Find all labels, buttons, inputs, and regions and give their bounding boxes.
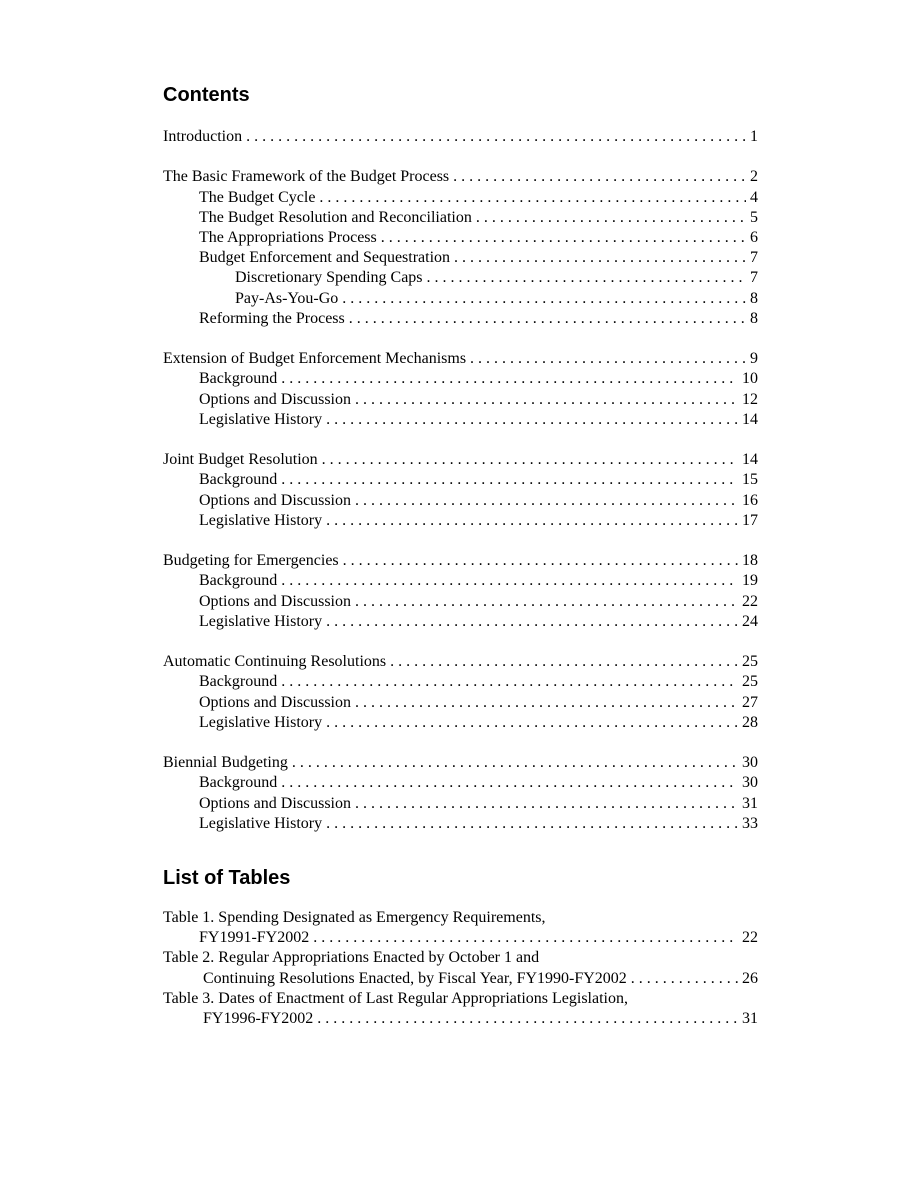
toc-entry-title: Reforming the Process xyxy=(199,309,345,327)
dot-leader xyxy=(355,592,738,612)
toc-entry-page: 1 xyxy=(750,128,758,145)
toc-group-extension xyxy=(163,349,758,430)
dot-leader xyxy=(343,551,738,571)
toc-entry[interactable] xyxy=(163,713,758,733)
dot-leader xyxy=(342,289,746,309)
toc-entry[interactable] xyxy=(163,794,758,814)
toc-group-framework xyxy=(163,167,758,329)
toc-entry-page: 24 xyxy=(742,612,758,630)
toc-entry[interactable] xyxy=(163,491,758,511)
dot-leader xyxy=(427,268,746,288)
toc-entry[interactable] xyxy=(163,127,758,147)
toc-entry-page: 4 xyxy=(750,188,758,206)
toc-entry[interactable] xyxy=(163,248,758,268)
toc-entry-title: Options and Discussion xyxy=(199,390,351,408)
toc-entry-page: 31 xyxy=(742,794,758,812)
toc-entry[interactable] xyxy=(163,410,758,430)
toc-entry[interactable] xyxy=(163,571,758,591)
dot-leader xyxy=(322,450,738,470)
toc-entry-page: 7 xyxy=(750,249,758,267)
table-entry-1[interactable] xyxy=(163,908,758,948)
toc-entry-title: The Appropriations Process xyxy=(199,229,377,246)
dot-leader xyxy=(326,410,738,430)
toc-entry-page: 6 xyxy=(750,229,758,246)
toc-entry-page: 10 xyxy=(742,370,758,388)
dot-leader xyxy=(326,713,738,733)
toc-entry-title: Budgeting for Emergencies xyxy=(163,552,339,570)
toc-entry-title: Background xyxy=(199,774,278,792)
dot-leader xyxy=(355,491,738,511)
toc-entry-page: 18 xyxy=(742,552,758,570)
toc-entry-page: 25 xyxy=(742,673,758,691)
toc-entry-page: 19 xyxy=(742,572,758,590)
list-of-tables xyxy=(163,908,758,1029)
toc-entry-page: 28 xyxy=(742,713,758,731)
dot-leader xyxy=(326,511,738,531)
toc-entry-title: Budget Enforcement and Sequestration xyxy=(199,249,451,267)
toc-entry[interactable] xyxy=(163,773,758,793)
toc-entry[interactable] xyxy=(163,693,758,713)
dot-leader xyxy=(281,369,738,389)
table-entry-page: 22 xyxy=(742,929,758,947)
dot-leader xyxy=(281,571,738,591)
dot-leader xyxy=(326,814,738,834)
dot-leader xyxy=(390,652,738,672)
dot-leader xyxy=(317,1009,738,1029)
toc-entry[interactable] xyxy=(163,349,758,369)
toc-group-emergencies xyxy=(163,551,758,632)
toc-entry-page: 8 xyxy=(750,289,758,307)
toc-entry-page: 5 xyxy=(750,208,758,226)
toc-entry[interactable] xyxy=(163,268,758,288)
dot-leader xyxy=(355,390,738,410)
toc-entry-page: 25 xyxy=(742,653,758,671)
toc-entry-title: Pay-As-You-Go xyxy=(235,289,339,307)
toc-entry-page: 7 xyxy=(750,269,758,287)
toc-entry-title: The Budget Cycle xyxy=(199,188,316,206)
toc-entry-page: 9 xyxy=(750,350,758,368)
toc-entry[interactable] xyxy=(163,592,758,612)
toc-entry-page: 17 xyxy=(742,511,758,529)
dot-leader xyxy=(454,248,746,268)
table-entry-page: 26 xyxy=(742,969,758,987)
toc-entry-title: Options and Discussion xyxy=(199,693,351,711)
dot-leader xyxy=(349,309,746,329)
toc-entry-title: Options and Discussion xyxy=(199,491,351,509)
toc-group-introduction xyxy=(163,127,758,147)
table-entry-continuation xyxy=(163,969,758,989)
toc-entry[interactable] xyxy=(163,167,758,187)
dot-leader xyxy=(246,127,746,147)
dot-leader xyxy=(470,349,746,369)
toc-entry-page: 8 xyxy=(750,309,758,327)
dot-leader xyxy=(631,969,738,989)
document-page xyxy=(163,83,758,1029)
toc-entry-title: Background xyxy=(199,370,278,388)
toc-entry-title: Options and Discussion xyxy=(199,592,351,610)
dot-leader xyxy=(381,228,746,248)
table-entry-title: Table 3. Dates of Enactment of Last Regular Appropriations Legislation, xyxy=(163,989,628,1007)
table-of-contents xyxy=(163,127,758,834)
toc-entry-page: 22 xyxy=(742,592,758,610)
toc-entry-title: Legislative History xyxy=(199,511,323,529)
dot-leader xyxy=(281,773,738,793)
table-entry-title: Table 1. Spending Designated as Emergency Requirements, xyxy=(163,909,546,927)
toc-group-biennial xyxy=(163,753,758,834)
table-entry-2[interactable] xyxy=(163,948,758,988)
toc-entry[interactable] xyxy=(163,188,758,208)
toc-entry-page: 30 xyxy=(742,774,758,792)
toc-entry[interactable] xyxy=(163,551,758,571)
toc-entry-page: 14 xyxy=(742,410,758,428)
toc-entry[interactable] xyxy=(163,470,758,490)
table-entry-continuation xyxy=(163,1009,758,1029)
toc-entry-title: Legislative History xyxy=(199,612,323,630)
toc-entry[interactable] xyxy=(163,208,758,228)
toc-entry-title: Background xyxy=(199,673,278,691)
toc-entry-page: 16 xyxy=(742,491,758,509)
toc-entry-page: 2 xyxy=(750,168,758,186)
toc-entry-title: Background xyxy=(199,471,278,489)
contents-heading: Contents xyxy=(163,84,250,106)
toc-entry-page: 14 xyxy=(742,451,758,469)
dot-leader xyxy=(292,753,738,773)
toc-entry-title: Legislative History xyxy=(199,713,323,731)
dot-leader xyxy=(453,167,746,187)
toc-entry-title: Joint Budget Resolution xyxy=(163,451,318,469)
list-of-tables-heading: List of Tables xyxy=(163,867,291,890)
toc-entry-title: Introduction xyxy=(163,128,243,145)
toc-entry-title: The Basic Framework of the Budget Process xyxy=(163,168,450,186)
dot-leader xyxy=(313,928,738,948)
dot-leader xyxy=(326,612,738,632)
dot-leader xyxy=(355,693,738,713)
toc-entry-page: 33 xyxy=(742,814,758,832)
toc-entry[interactable] xyxy=(163,450,758,470)
toc-group-joint xyxy=(163,450,758,531)
toc-entry-title: Legislative History xyxy=(199,814,323,832)
toc-entry[interactable] xyxy=(163,228,758,248)
dot-leader xyxy=(281,470,738,490)
toc-entry[interactable] xyxy=(163,390,758,410)
dot-leader xyxy=(355,794,738,814)
toc-entry-title: Background xyxy=(199,572,278,590)
table-entry-page: 31 xyxy=(742,1010,758,1028)
table-entry-3[interactable] xyxy=(163,989,758,1029)
toc-entry-title: The Budget Resolution and Reconciliation xyxy=(199,208,472,226)
toc-entry-page: 27 xyxy=(742,693,758,711)
toc-entry[interactable] xyxy=(163,289,758,309)
table-entry-continuation xyxy=(163,928,758,948)
toc-group-acr xyxy=(163,652,758,733)
dot-leader xyxy=(476,208,746,228)
toc-entry[interactable] xyxy=(163,511,758,531)
table-entry-title-cont: FY1991-FY2002 xyxy=(199,929,310,947)
toc-entry[interactable] xyxy=(163,672,758,692)
toc-entry-page: 15 xyxy=(742,471,758,489)
toc-entry[interactable] xyxy=(163,369,758,389)
toc-entry[interactable] xyxy=(163,309,758,329)
toc-entry-title: Discretionary Spending Caps xyxy=(235,269,423,287)
toc-entry-title: Extension of Budget Enforcement Mechanisms xyxy=(163,350,467,368)
toc-entry[interactable] xyxy=(163,612,758,632)
toc-entry-page: 30 xyxy=(742,754,758,772)
toc-entry[interactable] xyxy=(163,652,758,672)
toc-entry-title: Automatic Continuing Resolutions xyxy=(163,653,387,671)
dot-leader xyxy=(281,672,738,692)
toc-entry[interactable] xyxy=(163,814,758,834)
toc-entry-page: 12 xyxy=(742,390,758,408)
table-entry-title: Table 2. Regular Appropriations Enacted by October 1 and xyxy=(163,949,540,967)
toc-entry[interactable] xyxy=(163,753,758,773)
table-entry-title-cont: Continuing Resolutions Enacted, by Fiscal Year, FY1990-FY2002 xyxy=(203,969,627,987)
toc-entry-title: Biennial Budgeting xyxy=(163,754,288,772)
toc-entry-title: Options and Discussion xyxy=(199,794,351,812)
table-entry-title-cont: FY1996-FY2002 xyxy=(203,1010,314,1028)
toc-entry-title: Legislative History xyxy=(199,410,323,428)
dot-leader xyxy=(319,188,746,208)
